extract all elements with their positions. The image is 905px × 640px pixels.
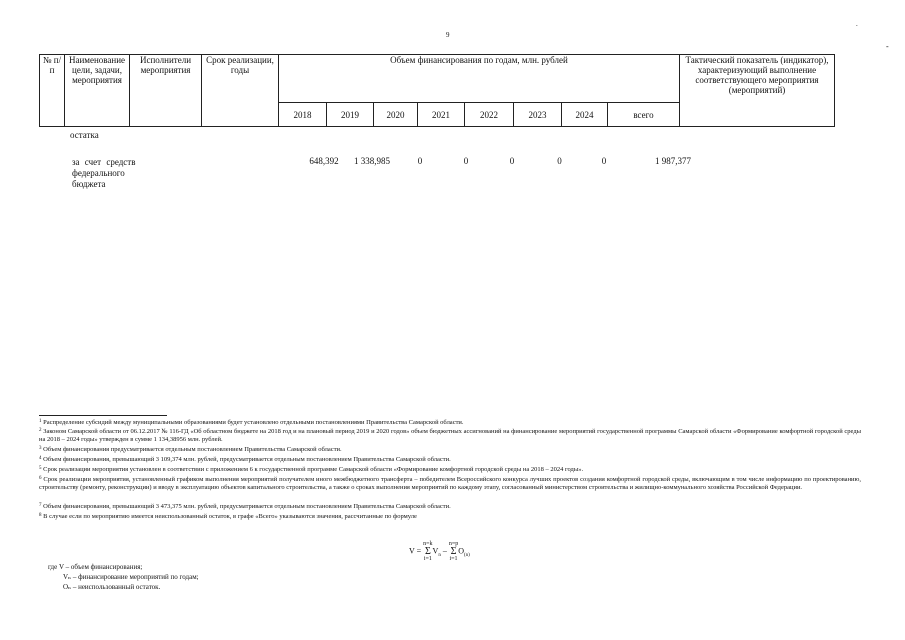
header-year: 2023 (514, 103, 562, 127)
row-label-federal: федерального (72, 168, 125, 178)
stray-mark: - (886, 42, 889, 51)
header-funding: Объем финансирования по годам, млн. рублей (279, 55, 680, 103)
formula-legend-v: где V – объем финансирования; (48, 563, 143, 571)
header-term: Срок реализации, годы (202, 55, 279, 127)
header-year: 2019 (327, 103, 374, 127)
header-name: Наименование цели, задачи, мероприятия (65, 55, 130, 127)
footnote-5: $^5$ Срок реализации мероприятия установлен в соответствии с приложением 6 к государственной программе Самарской области «Формирование комфортной городской среды на 2018 – 2024 годы». (39, 466, 584, 473)
formula: V = n=k Σ $i=1V_n - n=p$ Σ $i=1O_{(n)}$ (409, 541, 470, 562)
financing-table-header (39, 54, 835, 127)
formula-legend-vn: Vₙ – финансирование мероприятий по годам; (63, 573, 199, 581)
value-2018: 648,392 (309, 156, 339, 166)
row-label-federal: бюджета (72, 179, 106, 189)
value-2019: 1 338,985 (354, 156, 390, 166)
stray-mark: . (856, 20, 858, 28)
footnote-separator (39, 415, 167, 416)
header-year: 2021 (418, 103, 465, 127)
header-executors: Исполнители мероприятия (130, 55, 202, 127)
value-2022: 0 (509, 156, 515, 166)
value-2021: 0 (463, 156, 469, 166)
header-year: 2024 (562, 103, 608, 127)
footnote-3: $^3$ Объем финансирования предусматривается отдельным постановлением Правительства Самарской области. (39, 446, 342, 453)
header-indicator: Тактический показатель (индикатор), характеризующий выполнение соответствующего мероприятия (мероприятий) (680, 55, 835, 127)
value-2023: 0 (557, 156, 562, 166)
value-total: 1 987,377 (655, 156, 691, 166)
footnote-4: $^4$ Объем финансирования, превышающий 3 109,374 млн. рублей, предусматривается отдельным постановлением Правительства Самарской области. (39, 456, 451, 463)
value-2020: 0 (417, 156, 423, 166)
sum-symbol: n=k Σ i=1 (423, 541, 433, 562)
footnote-2: $^2$ Законом Самарской области от 06.12.2017 № 116-ГД «Об областном бюджете на 2018 год и на плановый период 2019 и 2020 годов» объем бюджетных ассигнований на финансирование мероприятий государственной программы Самарской области «Формирование комфортной городской среды на 2018 – 2024 годы» утвержден в сумме 1 134,38956 млн. рублей. (39, 428, 862, 444)
header-year: 2022 (465, 103, 514, 127)
header-year: 2018 (279, 103, 327, 127)
footnote-8: $^8$ В случае если по мероприятию имеется неиспользованный остаток, в графе «Всего» указываются значения, рассчитанные по формуле (39, 513, 417, 520)
footnote-6: $^6$ Срок реализации мероприятия, установленный графиком выполнения мероприятий получателем иного межбюджетного трансферта – победителем Всероссийского конкурса лучших проектов создания комфортной городской среды, включающим в том числе информацию по проектированию, строительству (ремонту, реконструкции) и вводу в эксплуатацию объектов капитального строительства, а также о сроках выполнения мероприятий по каждому этапу, согласованный министерством строительства и жилищно-коммунального хозяйства Российской Федерации. (39, 476, 862, 492)
page-number: 9 (446, 31, 450, 39)
row-label-federal: за счет средств (72, 157, 136, 167)
header-number: № п/п (40, 55, 65, 127)
header-total: всего (608, 103, 680, 127)
value-2024: 0 (601, 156, 607, 166)
footnote-7: $^7$ Объем финансирования, превышающий 3 473,375 млн. рублей, предусматривается отдельным постановлением Правительства Самарской области. (39, 503, 451, 510)
sum-symbol: n=p Σ i=1 (448, 541, 459, 562)
header-year: 2020 (374, 103, 418, 127)
formula-legend-on: Oₙ – неиспользованный остаток. (63, 583, 161, 591)
row-label-remainder: остатка (70, 130, 99, 140)
footnote-1: $^1$ Распределение субсидий между муниципальными образованиями будет установлено отдельными постановлениями Правительства Самарской области. (39, 419, 464, 426)
